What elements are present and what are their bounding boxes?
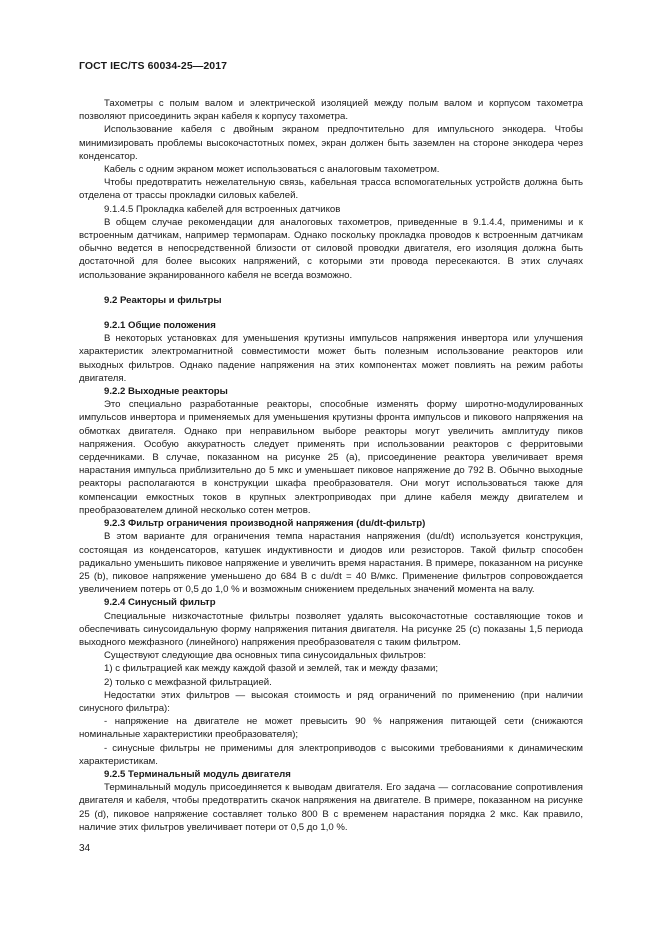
section-heading: 9.2 Реакторы и фильтры [104, 294, 222, 306]
paragraph: Недостатки этих фильтров — высокая стоимость и ряд ограничений по применению (при наличии синусного фильтра): [79, 689, 583, 714]
subsection-heading: 9.2.5 Терминальный модуль двигателя [104, 768, 291, 780]
paragraph: Терминальный модуль присоединяется к выводам двигателя. Его задача — согласование сопротивления двигателя и кабеля, чтобы предотвратить скачок напряжения на двигателе. В примере, показанном на рисунке 25 (d), пиковое напряжение составляет только 800 В с временем нарастания порядка 2 мкс. Как правило, наличие этих фильтров увеличивает потери от 0,5 до 1,0 %. [79, 782, 583, 833]
subsection-heading: 9.2.4 Синусный фильтр [104, 597, 216, 609]
list-item: - синусные фильтры не применимы для электроприводов с высокими требованиями к динамическим характеристикам. [79, 742, 583, 767]
list-item: 1) с фильтрацией как между каждой фазой и землей, так и между фазами; [104, 663, 438, 675]
subsection-heading: 9.1.4.5 Прокладка кабелей для встроенных датчиков [104, 203, 341, 215]
paragraph: Использование кабеля с двойным экраном предпочтительно для импульсного энкодера. Чтобы минимизировать проблемы высокочастотных помех, экран должен быть заземлен на стороне энкодера через конденсатор. [79, 124, 583, 162]
subsection-heading: 9.2.1 Общие положения [104, 320, 216, 332]
list-item: - напряжение на двигателе не может превысить 90 % напряжения питающей сети (снижаются номинальные характеристики преобразователя); [79, 716, 583, 741]
paragraph: Тахометры с полым валом и электрической изоляцией между полым валом и корпусом тахометра позволяют присоединить экран кабеля к корпусу тахометра. [79, 98, 583, 123]
paragraph: Это специально разработанные реакторы, способные изменять форму широтно-модулированных импульсов инвертора и применяемых для уменьшения крутизны фронта импульсов и пикового напряжения на обмотках двигателя. Однако при неправильном выборе реакторы могут увеличить амплитуду пиков напряжения. Особую аккуратность следует применять при использовании реакторов с ферритовыми сердечниками. В случае, показанном на рисунке 25 (a), присоединение реактора увеличивает время нарастания импульса приблизительно до 5 мкс и уменьшает пиковое напряжение до 792 В. Обычно выходные реакторы располагаются в конструкции шкафа преобразователя. Они могут использоваться также для компенсации емкостных токов в крупных электроприводах при длине кабеля между двигателем и преобразователем длиной несколько сотен метров. [79, 399, 583, 516]
paragraph: В общем случае рекомендации для аналоговых тахометров, приведенные в 9.1.4.4, применимы и к встроенным датчикам, например термопарам. Однако поскольку прокладка проводов к встроенным датчикам обычно ведется в непосредственной близости от силовой проводки двигателя, его изоляция должна быть достаточной для более высоких напряжений, с которыми эти провода пересекаются. В этих случаях использование экранированного кабеля не всегда возможно. [79, 216, 583, 281]
list-item: 2) только с межфазной фильтрацией. [104, 676, 272, 688]
paragraph: Кабель с одним экраном может использоваться с аналоговым тахометром. [104, 164, 440, 176]
paragraph: В некоторых установках для уменьшения крутизны импульсов напряжения инвертора или улучшения характеристик электромагнитной совместимости может быть полезным использование реакторов или выходных фильтров. Однако падение напряжения на этих компонентах может повлиять на режим работы двигателя. [79, 333, 583, 384]
document-body [79, 97, 583, 834]
paragraph: Специальные низкочастотные фильтры позволяет удалять высокочастотные составляющие токов и обеспечивать синусоидальную форму напряжения питания двигателя. На рисунке 25 (c) показаны 1,5 периода выходного межфазного (линейного) напряжения преобразователя с таким фильтром. [79, 610, 583, 648]
paragraph: Существуют следующие два основных типа синусоидальных фильтров: [104, 650, 427, 662]
page-number: 34 [79, 843, 91, 854]
paragraph: В этом варианте для ограничения темпа нарастания напряжения (du/dt) используется конструкция, состоящая из конденсаторов, катушек индуктивности и диодов или резисторов. Такой фильтр способен радикально уменьшить пиковое напряжение и увеличить время нарастания. В примере, показанном на рисунке 25 (b), пиковое напряжение уменьшено до 684 В с du/dt = 40 В/мкс. Применение фильтров сопровождается увеличением потерь от 0,5 до 1,0 % и возможным снижением предельных значений момента на валу. [79, 531, 583, 596]
paragraph: Чтобы предотвратить нежелательную связь, кабельная трасса вспомогательных устройств должна быть отделена от трассы прокладки силовых кабелей. [79, 177, 583, 202]
subsection-heading: 9.2.2 Выходные реакторы [104, 386, 228, 398]
subsection-heading: 9.2.3 Фильтр ограничения производной напряжения (du/dt-фильтр) [104, 518, 426, 530]
document-header: ГОСТ IEC/TS 60034-25—2017 [79, 60, 228, 72]
